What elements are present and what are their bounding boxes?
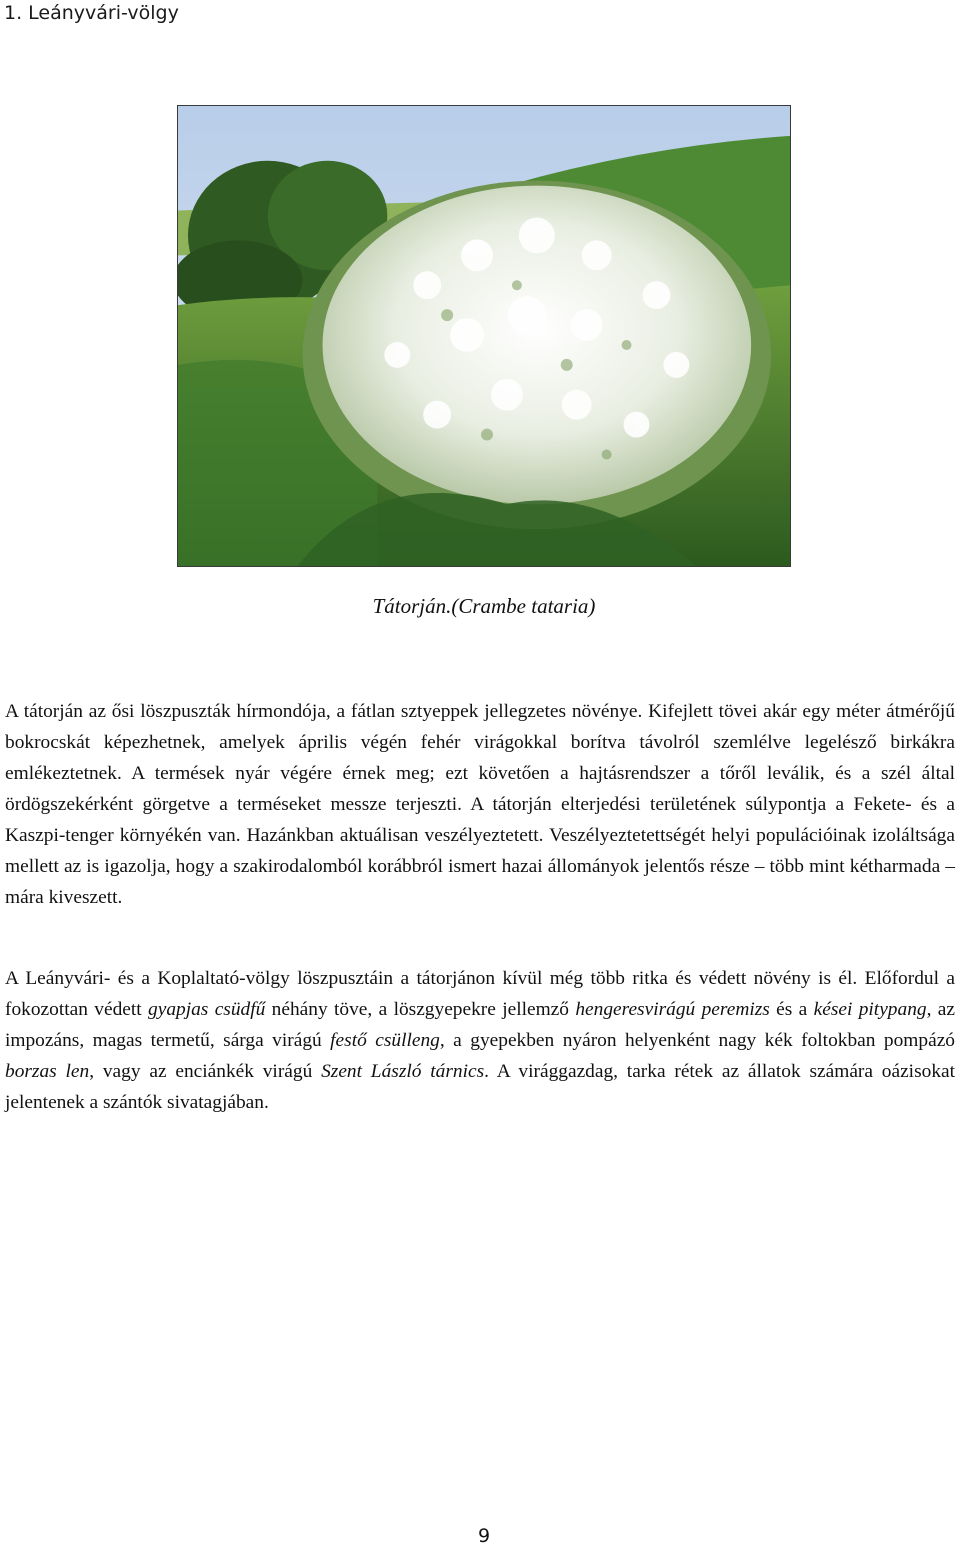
- species-name: hengeresvirágú peremizs: [575, 999, 770, 1020]
- text-run: , az impozáns, magas termetű, sárga virágú: [5, 999, 956, 1051]
- text-run: A tátorján az ősi löszpuszták hírmondója, a fátlan sztyeppek jellegzetes növénye. Kifejlett tövei akár egy méter átmérőjű bokrocskát képezhetnek, amelyek április végén fehér virágokkal borítva távolról szemlélve legelésző birkákra emlékeztetnek. A termések nyár végére érnek meg; ezt követően a hajtásrendszer a tőről leválik, és a szél által ördögszekérként görgetve a terméseket messze terjeszti. A tátorján elterjedési területének súlypontja a Fekete- és a Kaszpi-tenger környékén van. Hazánkban aktuálisan veszélyeztetett. Veszélyeztetettségét helyi populációinak izoláltsága mellett az is igazolja, hogy a szakirodalomból korábbról ismert hazai állományok jelentős része – több mint kétharmada – mára kiveszett.: [5, 701, 955, 908]
- text-run: néhány töve, a löszgyepekre jellemző: [265, 999, 576, 1020]
- text-run: . A virággazdag, tarka rétek az állatok számára oázisokat jelentenek a szántók sivatagjában.: [5, 1061, 956, 1113]
- species-name: gyapjas csüdfű: [148, 999, 266, 1020]
- page-number: 9: [477, 1525, 491, 1547]
- running-header: 1. Leányvári-völgy: [4, 2, 179, 24]
- text-run: , a gyepekben nyáron helyenként nagy kék foltokban pompázó: [439, 1030, 955, 1051]
- figure-caption: Tátorján.(Crambe tataria): [372, 594, 596, 618]
- text-run: és a: [769, 999, 814, 1020]
- text-run: A Leányvári- és a Koplaltató-völgy löszpusztáin a tátorjánon kívül még több ritka és védett növény is él. Előfordul a fokozottan védett: [5, 968, 955, 1020]
- species-name: kései pitypang: [813, 999, 927, 1020]
- body-paragraph-2: [5, 963, 955, 1118]
- photo-illustration: [178, 106, 790, 566]
- plant-photo: [177, 105, 791, 567]
- species-name: borzas len: [5, 1061, 90, 1082]
- species-name: Szent László tárnics: [321, 1061, 485, 1082]
- text-run: , vagy az enciánkék virágú: [89, 1061, 322, 1082]
- species-name: festő csülleng: [330, 1030, 440, 1051]
- body-paragraph-1: [5, 696, 955, 913]
